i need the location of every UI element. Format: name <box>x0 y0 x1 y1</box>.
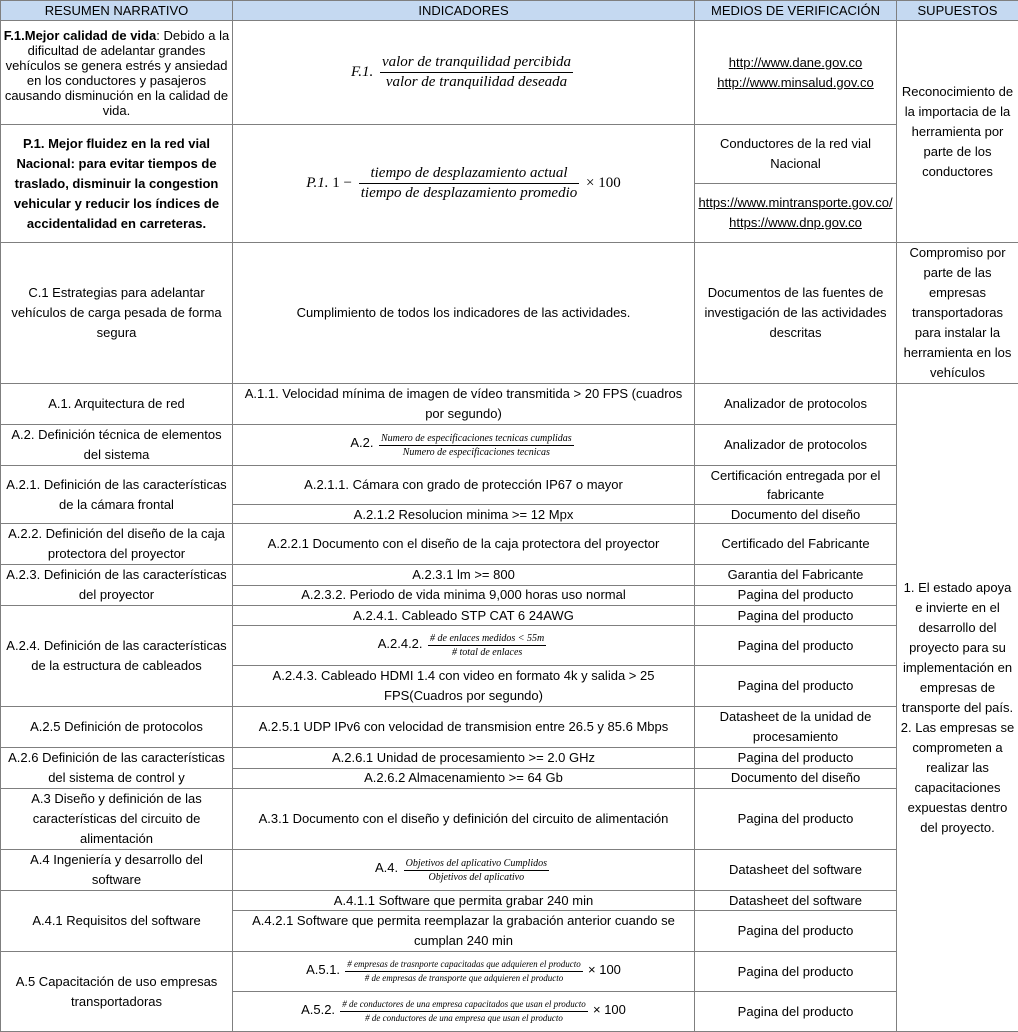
formula-a2-label: A.2. <box>350 435 373 450</box>
row-a1 <box>1 384 1018 425</box>
medio-a3: Pagina del producto <box>695 789 897 850</box>
indicator-a262: A.2.6.2 Almacenamiento >= 64 Gb <box>233 768 695 789</box>
indicator-a211: A.2.1.1. Cámara con grado de protección IP67 o mayor <box>233 466 695 505</box>
formula-f1-label: F.1. <box>351 64 373 80</box>
formula-a2-denominator: Numero de especificaciones tecnicas <box>379 446 574 459</box>
formula-p1-fraction <box>359 164 580 203</box>
medio-a2: Analizador de protocolos <box>695 425 897 466</box>
medio-a51: Pagina del producto <box>695 952 897 992</box>
indicator-a251: A.2.5.1 UDP IPv6 con velocidad de transmision entre 26.5 y 85.6 Mbps <box>233 707 695 748</box>
link-minsalud[interactable]: http://www.minsalud.gov.co <box>717 75 874 90</box>
f1-description: : Debido a la dificultad de adelantar grandes vehículos se genera estrés y ansiedad en los conductores y pasajeros causando disminución en la calidad de vida. <box>5 28 229 118</box>
medio-p1-conductores: Conductores de la red vial Nacional <box>695 125 897 184</box>
formula-p1-denominator: tiempo de desplazamiento promedio <box>359 184 580 203</box>
formula-f1-fraction <box>380 53 573 92</box>
medio-c1: Documentos de las fuentes de investigación de las actividades descritas <box>695 243 897 384</box>
formula-a51-label: A.5.1. <box>306 962 340 977</box>
formula-a4-numerator: Objetivos del aplicativo Cumplidos <box>404 857 549 871</box>
header-supuestos: SUPUESTOS <box>897 1 1018 21</box>
indicator-a212: A.2.1.2 Resolucion minima >= 12 Mpx <box>233 505 695 524</box>
formula-a242 <box>378 640 550 651</box>
formula-f1 <box>351 64 576 80</box>
narrative-a2: A.2. Definición técnica de elementos del sistema <box>1 425 233 466</box>
supuesto-c1: Compromiso por parte de las empresas transportadoras para instalar la herramienta en los vehículos <box>897 243 1018 384</box>
formula-p1-numerator: tiempo de desplazamiento actual <box>359 164 580 184</box>
medio-a241: Pagina del producto <box>695 606 897 626</box>
formula-a52-mult: × 100 <box>593 1002 626 1017</box>
formula-a52-label: A.5.2. <box>301 1002 335 1017</box>
row-p1 <box>1 125 1018 184</box>
row-a5-1 <box>1 952 1018 992</box>
indicator-a52 <box>233 992 695 1032</box>
formula-a242-label: A.2.4.2. <box>378 636 423 651</box>
medio-a25: Datasheet de la unidad de procesamiento <box>695 707 897 748</box>
indicator-a2 <box>233 425 695 466</box>
medio-a421: Pagina del producto <box>695 911 897 952</box>
header-resumen-narrativo: RESUMEN NARRATIVO <box>1 1 233 21</box>
narrative-a21: A.2.1. Definición de las características de la cámara frontal <box>1 466 233 524</box>
formula-p1-label: P.1. <box>306 175 328 191</box>
header-row <box>1 1 1018 21</box>
f1-prefix: F.1. <box>4 28 25 43</box>
indicator-f1 <box>233 21 695 125</box>
f1-title: Mejor calidad de vida <box>25 28 157 43</box>
row-c1 <box>1 243 1018 384</box>
narrative-a23: A.2.3. Definición de las características del proyector <box>1 565 233 606</box>
medio-a52: Pagina del producto <box>695 992 897 1032</box>
row-a26-1 <box>1 748 1018 769</box>
indicator-p1 <box>233 125 695 243</box>
medio-a231: Garantia del Fabricante <box>695 565 897 586</box>
medio-a261: Pagina del producto <box>695 748 897 769</box>
row-a22 <box>1 524 1018 565</box>
formula-f1-denominator: valor de tranquilidad deseada <box>380 73 573 92</box>
indicator-a1-1: A.1.1. Velocidad mínima de imagen de vídeo transmitida > 20 FPS (cuadros por segundo) <box>233 384 695 425</box>
row-a25 <box>1 707 1018 748</box>
formula-p1-mult: × 100 <box>586 175 621 191</box>
header-medios-verificacion: MEDIOS DE VERIFICACIÓN <box>695 1 897 21</box>
indicator-a221: A.2.2.1 Documento con el diseño de la caja protectora del proyector <box>233 524 695 565</box>
formula-p1-one: 1 − <box>332 175 352 191</box>
formula-a52-fraction <box>340 998 587 1025</box>
narrative-f1 <box>1 21 233 125</box>
indicator-a421: A.4.2.1 Software que permita reemplazar la grabación anterior cuando se cumplan 240 min <box>233 911 695 952</box>
narrative-a26: A.2.6 Definición de las características del sistema de control y <box>1 748 233 789</box>
formula-a52 <box>301 1006 626 1016</box>
indicator-a231: A.2.3.1 lm >= 800 <box>233 565 695 586</box>
medio-a212: Documento del diseño <box>695 505 897 524</box>
medio-a232: Pagina del producto <box>695 585 897 606</box>
narrative-a4: A.4 Ingeniería y desarrollo del software <box>1 850 233 891</box>
formula-a51-fraction <box>345 958 582 985</box>
formula-a4-label: A.4. <box>375 860 398 875</box>
indicator-a242 <box>233 626 695 666</box>
formula-a51-numerator: # empresas de trasnporte capacitadas que adquieren el producto <box>345 958 582 972</box>
indicator-a241: A.2.4.1. Cableado STP CAT 6 24AWG <box>233 606 695 626</box>
formula-p1 <box>306 175 620 191</box>
row-a3 <box>1 789 1018 850</box>
formula-a4-fraction <box>404 857 549 884</box>
indicator-a243: A.2.4.3. Cableado HDMI 1.4 con video en formato 4k y salida > 25 FPS(Cuadros por segundo) <box>233 666 695 707</box>
formula-a2 <box>350 439 576 450</box>
formula-a2-numerator: Numero de especificaciones tecnicas cumplidas <box>379 432 574 446</box>
link-dane[interactable]: http://www.dane.gov.co <box>729 55 862 70</box>
formula-a4-denominator: Objetivos del aplicativo <box>404 871 549 884</box>
row-a24-1 <box>1 606 1018 626</box>
indicator-a51 <box>233 952 695 992</box>
formula-a51-mult: × 100 <box>588 962 621 977</box>
row-a21-1 <box>1 466 1018 505</box>
formula-a4 <box>375 864 552 875</box>
formula-a242-fraction <box>428 632 546 659</box>
medio-a262: Documento del diseño <box>695 768 897 789</box>
row-a2 <box>1 425 1018 466</box>
supuesto-fin-proposito: Reconocimiento de la importacia de la herramienta por parte de los conductores <box>897 21 1018 243</box>
formula-f1-numerator: valor de tranquilidad percibida <box>380 53 573 73</box>
medio-p1-links <box>695 184 897 243</box>
row-a4 <box>1 850 1018 891</box>
narrative-a5: A.5 Capacitación de uso empresas transportadoras <box>1 952 233 1032</box>
medio-a211: Certificación entregada por el fabricante <box>695 466 897 505</box>
formula-a242-denominator: # total de enlaces <box>428 646 546 659</box>
supuesto-actividades: 1. El estado apoya e invierte en el desarrollo del proyecto para su implementación en empresas de transporte del país. 2. Las empresas se comprometen a realizar las capacitaciones expuestas dentro del proyecto. <box>897 384 1018 1032</box>
narrative-a1: A.1. Arquitectura de red <box>1 384 233 425</box>
medio-f1 <box>695 21 897 125</box>
indicator-a261: A.2.6.1 Unidad de procesamiento >= 2.0 GHz <box>233 748 695 769</box>
link-mintransporte-dnp[interactable]: https://www.mintransporte.gov.co/ https://www.dnp.gov.co <box>698 195 892 230</box>
narrative-p1: P.1. Mejor fluidez en la red vial Nacional: para evitar tiempos de traslado, disminuir la congestion vehicular y reducir los índices de accidentalidad en carreteras. <box>1 125 233 243</box>
narrative-a3: A.3 Diseño y definición de las características del circuito de alimentación <box>1 789 233 850</box>
medio-a22: Certificado del Fabricante <box>695 524 897 565</box>
medio-a242: Pagina del producto <box>695 626 897 666</box>
formula-a2-fraction <box>379 432 574 459</box>
indicator-a4 <box>233 850 695 891</box>
row-a41-1 <box>1 891 1018 911</box>
narrative-a41: A.4.1 Requisitos del software <box>1 891 233 952</box>
formula-a242-numerator: # de enlaces medidos < 55m <box>428 632 546 646</box>
narrative-a22: A.2.2. Definición del diseño de la caja protectora del proyector <box>1 524 233 565</box>
row-f1 <box>1 21 1018 125</box>
narrative-a25: A.2.5 Definición de protocolos <box>1 707 233 748</box>
indicator-a411: A.4.1.1 Software que permita grabar 240 min <box>233 891 695 911</box>
medio-a1: Analizador de protocolos <box>695 384 897 425</box>
formula-a52-denominator: # de conductores de una empresa que usan el producto <box>340 1012 587 1025</box>
header-indicadores: INDICADORES <box>233 1 695 21</box>
medio-a243: Pagina del producto <box>695 666 897 707</box>
narrative-c1: C.1 Estrategias para adelantar vehículos de carga pesada de forma segura <box>1 243 233 384</box>
medio-a4: Datasheet del software <box>695 850 897 891</box>
narrative-a24: A.2.4. Definición de las características de la estructura de cableados <box>1 606 233 707</box>
medio-a411: Datasheet del software <box>695 891 897 911</box>
formula-a52-numerator: # de conductores de una empresa capacitados que usan el producto <box>340 998 587 1012</box>
indicator-a31: A.3.1 Documento con el diseño y definición del circuito de alimentación <box>233 789 695 850</box>
indicator-c1: Cumplimiento de todos los indicadores de las actividades. <box>233 243 695 384</box>
formula-a51-denominator: # de empresas de transporte que adquieren el producto <box>345 972 582 985</box>
row-a23-1 <box>1 565 1018 586</box>
indicator-a232: A.2.3.2. Periodo de vida minima 9,000 horas uso normal <box>233 585 695 606</box>
formula-a51 <box>306 966 621 976</box>
